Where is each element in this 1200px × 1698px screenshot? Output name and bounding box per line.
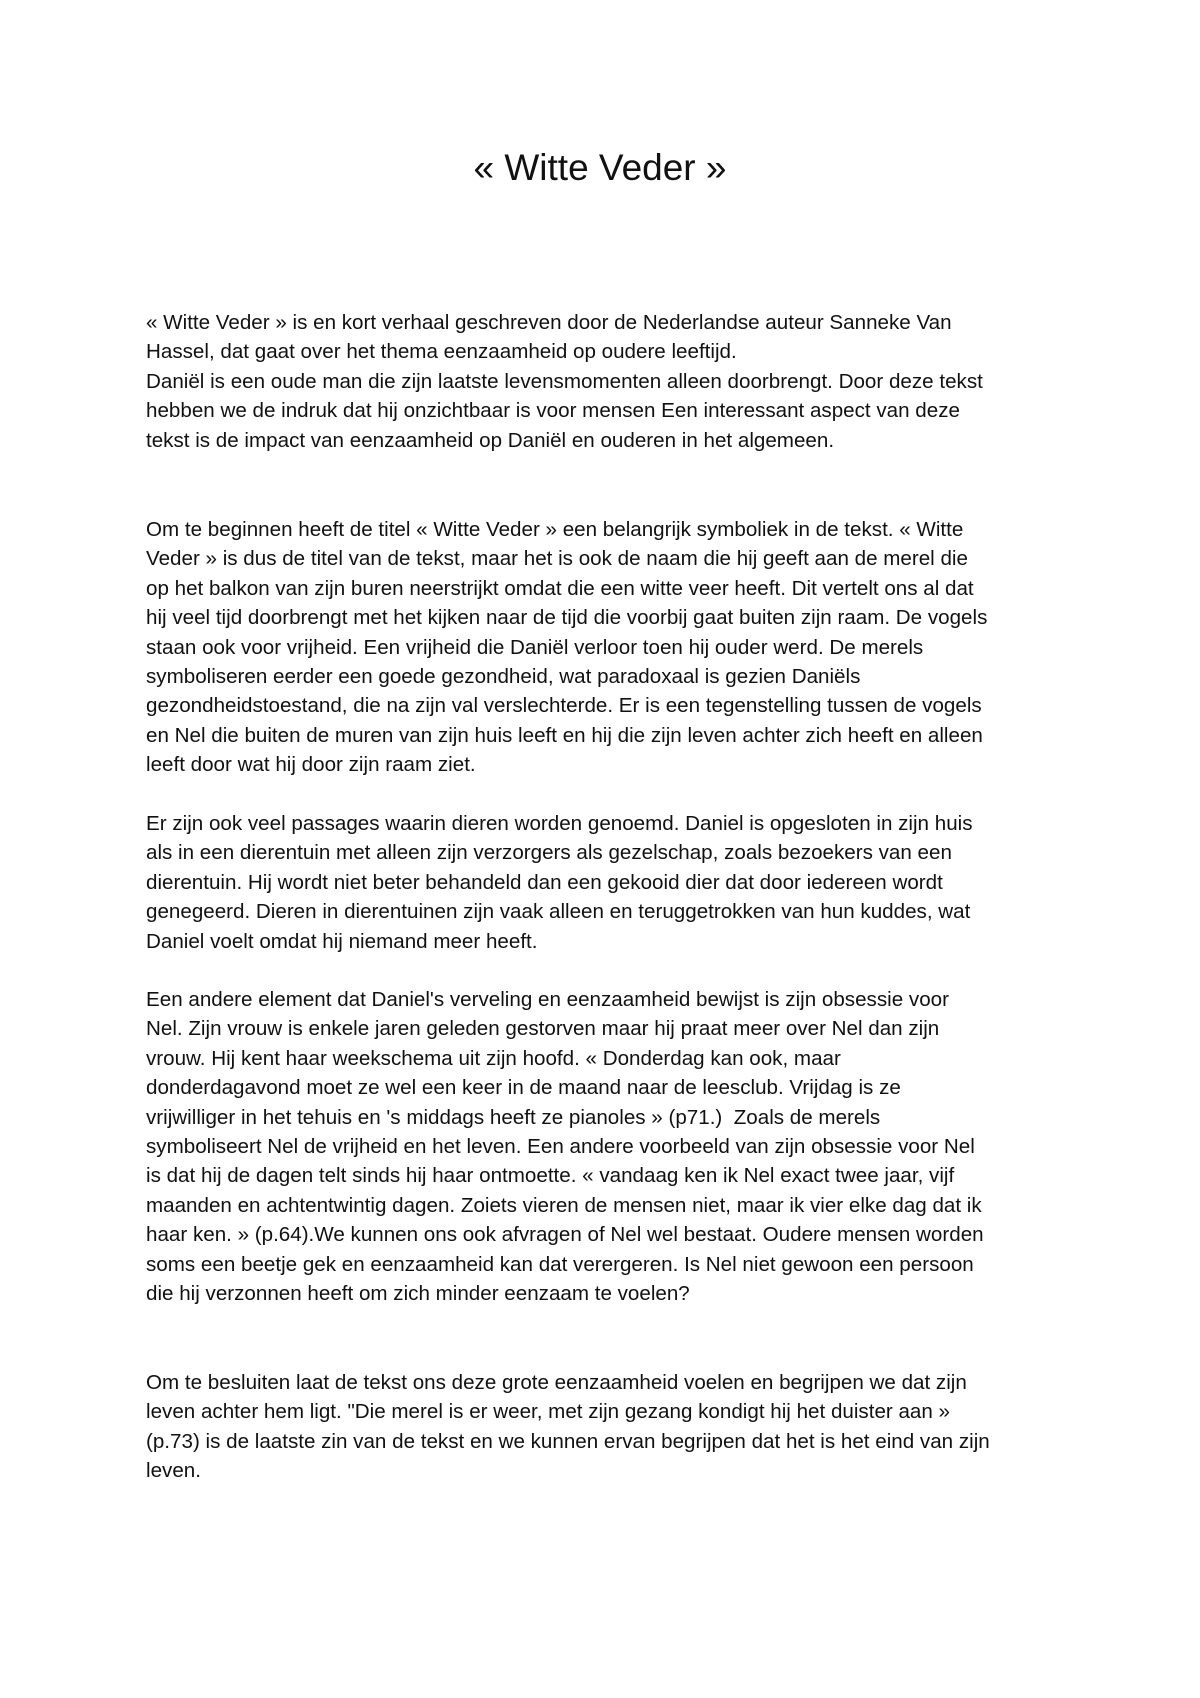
text-line: Een andere element dat Daniel's verveling en eenzaamheid bewijst is zijn obsessie voor <box>146 988 949 1011</box>
text-line: « Witte Veder » is en kort verhaal geschreven door de Nederlandse auteur Sanneke Van <box>146 311 952 334</box>
text-line: staan ook voor vrijheid. Een vrijheid die Daniël verloor toen hij ouder werd. De merels <box>146 635 924 659</box>
text-line: Nel. Zijn vrouw is enkele jaren geleden gestorven maar hij praat meer over Nel dan zijn <box>146 1017 940 1041</box>
text-line: vrouw. Hij kent haar weekschema uit zijn hoofd. « Donderdag kan ook, maar <box>146 1046 841 1070</box>
text-line: is dat hij de dagen telt sinds hij haar ontmoette. « vandaag ken ik Nel exact twee jaar, vijf <box>146 1164 955 1188</box>
text-line: hebben we de indruk dat hij onzichtbaar is voor mensen Een interessant aspect van deze <box>146 399 960 423</box>
text-line: leeft door wat hij door zijn raam ziet. <box>146 753 476 777</box>
text-line: vrijwilliger in het tehuis en 's middags heeft ze pianoles » (p71.) Zoals de merels <box>146 1105 881 1129</box>
conclusion-paragraph <box>146 1368 1066 1486</box>
text-line: Om te besluiten laat de tekst ons deze grote eenzaamheid voelen en begrijpen we dat zijn <box>146 1371 967 1394</box>
text-line: hij veel tijd doorbrengt met het kijken naar de tijd die voorbij gaat buiten zijn raam. De vogels <box>146 606 988 630</box>
text-line: leven achter hem ligt. "Die merel is er weer, met zijn gezang kondigt hij het duister aan » <box>146 1400 951 1424</box>
paragraph-obsession-nel <box>146 985 1066 1308</box>
text-line: symboliseren eerder een goede gezondheid, wat paradoxaal is gezien Daniëls <box>146 665 861 689</box>
text-line: haar ken. » (p.64).We kunnen ons ook afvragen of Nel wel bestaat. Oudere mensen worden <box>146 1223 984 1247</box>
text-line: die hij verzonnen heeft om zich minder eenzaam te voelen? <box>146 1282 690 1306</box>
intro-paragraph <box>146 308 1066 455</box>
text-line: genegeerd. Dieren in dierentuinen zijn vaak alleen en teruggetrokken van hun kuddes, wat <box>146 900 971 924</box>
text-line: maanden en achtentwintig dagen. Zoiets vieren de mensen niet, maar ik vier elke dag dat ik <box>146 1193 982 1217</box>
paragraph-title-symbolism <box>146 515 1066 780</box>
document-title: « Witte Veder » <box>473 147 727 188</box>
text-line: soms een beetje gek en eenzaamheid kan dat verergeren. Is Nel niet gewoon een persoon <box>146 1252 974 1276</box>
text-line: Daniel voelt omdat hij niemand meer heeft. <box>146 929 538 953</box>
text-line: dierentuin. Hij wordt niet beter behandeld dan een gekooid dier dat door iedereen wordt <box>146 870 943 894</box>
text-line: en Nel die buiten de muren van zijn huis leeft en hij die zijn leven achter zich heeft en alleen <box>146 723 983 747</box>
text-line: Hassel, dat gaat over het thema eenzaamheid op oudere leeftijd. <box>146 340 737 364</box>
text-line: als in een dierentuin met alleen zijn verzorgers als gezelschap, zoals bezoekers van een <box>146 841 952 865</box>
text-line: (p.73) is de laatste zin van de tekst en we kunnen ervan begrijpen dat het is het eind van zijn <box>146 1429 990 1453</box>
text-line: Veder » is dus de titel van de tekst, maar het is ook de naam die hij geeft aan de merel die <box>146 547 968 571</box>
text-line: symboliseert Nel de vrijheid en het leven. Een andere voorbeeld van zijn obsessie voor Nel <box>146 1135 975 1159</box>
text-line: op het balkon van zijn buren neerstrijkt omdat die een witte veer heeft. Dit vertelt ons al dat <box>146 576 974 600</box>
text-line: gezondheidstoestand, die na zijn val verslechterde. Er is een tegenstelling tussen de vogels <box>146 694 982 718</box>
text-line: Er zijn ook veel passages waarin dieren worden genoemd. Daniel is opgesloten in zijn huis <box>146 812 973 835</box>
text-line: tekst is de impact van eenzaamheid op Daniël en ouderen in het algemeen. <box>146 428 835 452</box>
text-line: leven. <box>146 1459 201 1483</box>
paragraph-animals <box>146 809 1066 956</box>
text-line: Daniël is een oude man die zijn laatste levensmomenten alleen doorbrengt. Door deze tekst <box>146 369 983 393</box>
text-line: donderdagavond moet ze wel een keer in de maand naar de leesclub. Vrijdag is ze <box>146 1076 901 1100</box>
text-line: Om te beginnen heeft de titel « Witte Veder » een belangrijk symboliek in de tekst. « Witte <box>146 518 964 541</box>
